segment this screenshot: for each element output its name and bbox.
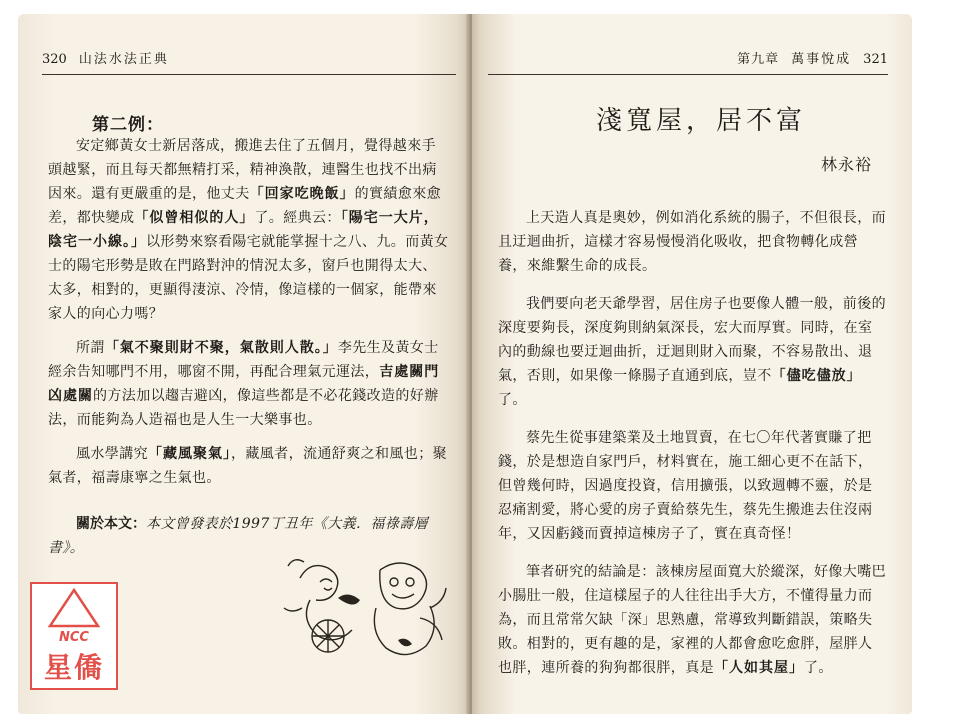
- ncc-watermark-logo: [30, 582, 118, 690]
- emphasis-run: 「陽宅一大片，陰宅一小線。」: [48, 210, 439, 250]
- chapter-title: 萬事悅成: [791, 52, 852, 67]
- right-paragraph-3: [498, 426, 886, 546]
- text-run: 了。經典云：: [254, 210, 341, 226]
- text-run: 上天造人真是奧妙，例如消化系統的腸子，不但很長，而且迂迴曲折，這樣才容易慢慢消化吸收，把食物轉化成營養，來維繫生命的成長。: [498, 210, 886, 274]
- text-run: 蔡先生從事建築業及土地買賣，在七〇年代著實賺了把錢，於是想造自家門戶，材料實在，施工細心更不在話下，但曾幾何時，因過度投資，信用擴張，以致週轉不靈，於是忍痛割愛，將心愛的房子賣給蔡先生，蔡先生搬進去住沒兩年，又因虧錢而賣掉這棟房子了，實在真奇怪！: [498, 430, 873, 542]
- emphasis-run: 「氣不聚則財不聚，氣散則人散。」: [104, 340, 338, 356]
- emphasis-run: 吉處關門凶處關: [48, 364, 440, 404]
- emphasis-run: 「回家吃晚飯」: [249, 186, 355, 202]
- right-page-header: [488, 46, 888, 75]
- text-run: 安定鄉黃女士新居落成，搬進去住了五個月，覺得越來手頭越緊，而且每天都無精打采，精神渙散，連醫生也找不出病因來。還有更嚴重的是，他丈夫: [48, 138, 437, 202]
- text-run: 了。: [804, 660, 833, 676]
- watermark-chinese: 星僑: [43, 651, 104, 684]
- article-title: 淺寬屋，居不富: [596, 106, 807, 136]
- left-page-number: 320: [42, 52, 67, 67]
- left-running-title: 山法水法正典: [78, 52, 169, 67]
- left-paragraph-2: [48, 336, 450, 432]
- chapter-label: 第九章: [737, 52, 780, 67]
- text-run: 李先生及黃女士經余告知哪門不用，哪窗不開，再配合理氣元運法，: [48, 340, 439, 380]
- article-author: 林永裕: [820, 155, 872, 174]
- text-run: 筆者研究的結論是：該棟房屋面寬大於縱深，好像大嘴巴小腸肚一般，住這樣屋子的人往往出手大方，不懂得量力而為，而且常常欠缺「深」思熟慮，常導致判斷錯誤，策略失敗。相對的，更有趣的是，家裡的人都會愈吃愈胖，屋胖人也胖，連所養的狗狗都很胖，真是: [498, 564, 886, 676]
- right-paragraph-4: [498, 560, 886, 680]
- left-body: [48, 134, 450, 560]
- left-paragraph-1: [48, 134, 450, 326]
- emphasis-run: 「人如其屋」: [714, 660, 804, 676]
- text-run: 的實績愈來愈差，都快變成: [48, 186, 442, 226]
- emphasis-run: 「儘吃儘放」: [771, 368, 862, 384]
- right-body: [498, 206, 886, 680]
- guardian-lions-illustration: [280, 548, 450, 668]
- left-paragraph-3: [48, 442, 450, 490]
- right-paragraph-1: [498, 206, 886, 278]
- text-run: 風水學講究: [76, 446, 148, 462]
- text-run: ，藏風者，流通舒爽之和風也；聚氣者，福壽康寧之生氣也。: [48, 446, 447, 486]
- right-paragraph-2: [498, 292, 886, 412]
- note-text: 本文曾發表於1997丁丑年《大義．福祿壽層書》。: [48, 516, 429, 556]
- watermark-latin: NCC: [59, 630, 89, 645]
- text-run: 的方法加以趨吉避凶，像這些都是不必花錢改造的好辦法，而能夠為人造福也是人生一大樂事也。: [48, 388, 439, 428]
- example-title: 第二例：: [92, 115, 164, 135]
- text-run: 以形勢來察看陽宅就能掌握十之八、九。而黃女士的陽宅形勢是敗在門路對沖的情況太多，窗戶也開得太大、太多，相對的，更顯得淒涼、冷情，像這樣的一個家，能帶來家人的向心力嗎？: [48, 234, 449, 322]
- right-page-number: 321: [863, 52, 888, 67]
- emphasis-run: 「藏風聚氣」: [148, 446, 231, 462]
- text-run: 我們要向老天爺學習，居住房子也要像人體一般，前後的深度要夠長，深度夠則納氣深長，宏大而厚實。同時，在室內的動線也要迂迴曲折，迂迴則財入而聚，不容易散出、退氣，否則，如果像一條腸子直通到底，豈不: [498, 296, 886, 384]
- open-book: [18, 0, 930, 720]
- emphasis-run: 「似曾相似的人」: [134, 210, 255, 226]
- text-run: 所謂: [76, 340, 105, 356]
- right-page: [472, 14, 912, 714]
- note-label: 關於本文：: [76, 516, 146, 532]
- text-run: 了。: [498, 392, 527, 408]
- left-page-header: [42, 46, 456, 75]
